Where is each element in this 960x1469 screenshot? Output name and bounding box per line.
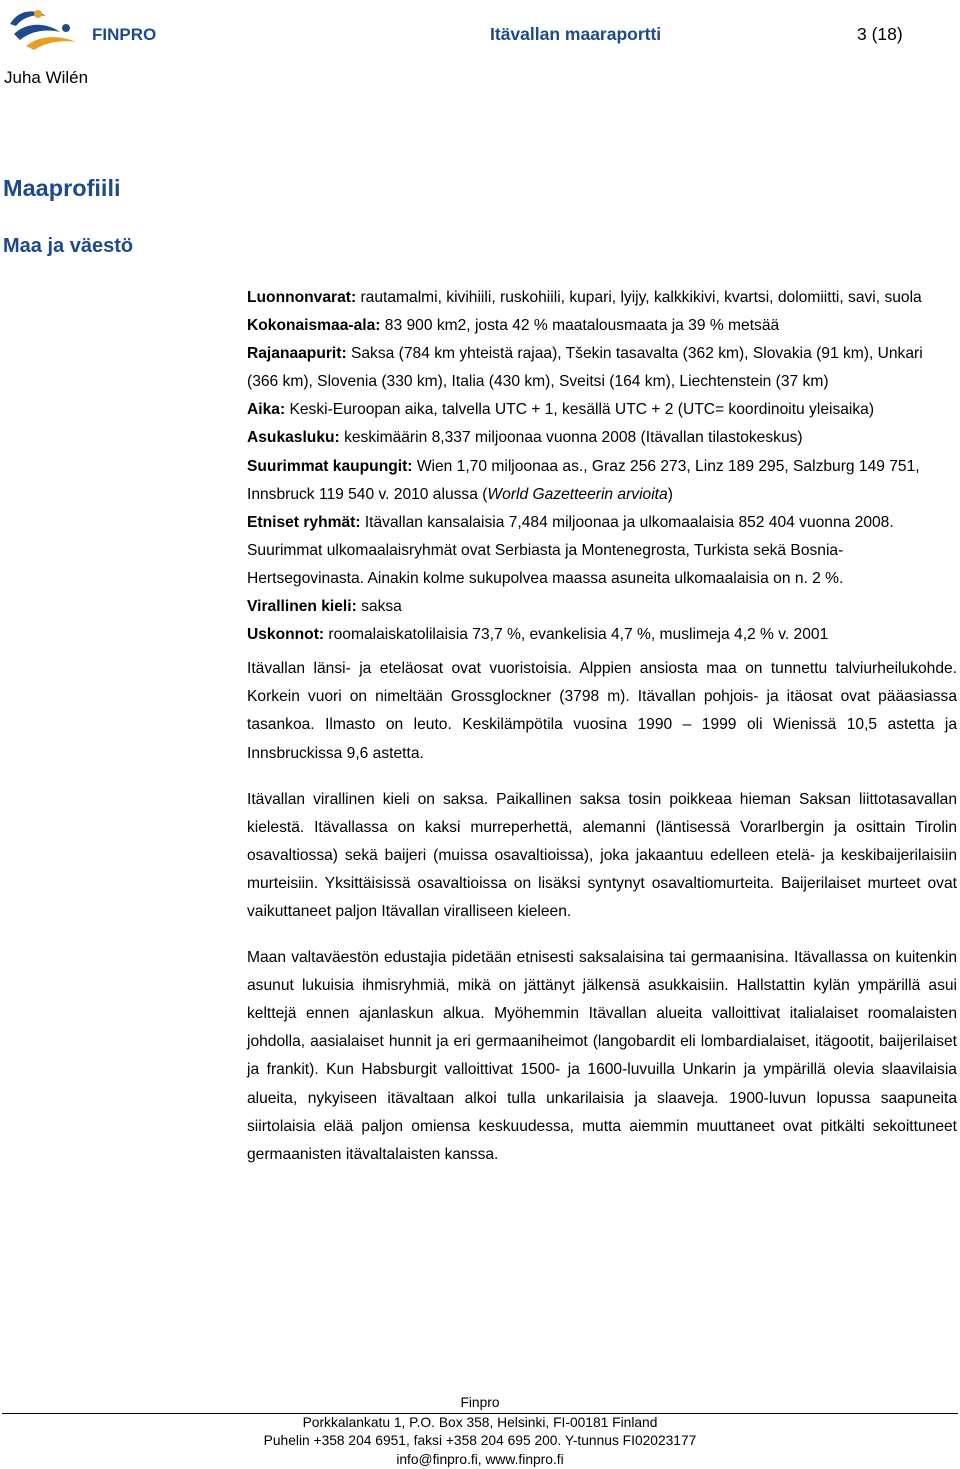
finpro-logo	[4, 2, 204, 52]
page-header	[0, 0, 960, 100]
fact-time-zone: Aika: Keski-Euroopan aika, talvella UTC + 1, kesällä UTC + 2 (UTC= koordinoitu yleisaika)	[247, 396, 957, 424]
fact-religions: Uskonnot: roomalaiskatolilaisia 73,7 %, evankelisia 4,7 %, muslimeja 4,2 % v. 2001	[247, 621, 957, 649]
footer-org: Finpro	[0, 1394, 960, 1413]
fact-natural-resources: Luonnonvarat: rautamalmi, kivihiili, ruskohiili, kupari, lyijy, kalkkikivi, kvartsi, dolomiitti, savi, suola	[247, 284, 957, 312]
document-title: Itävallan maaraportti	[490, 24, 661, 45]
body-text	[247, 655, 957, 1169]
footer-address: Porkkalankatu 1, P.O. Box 358, Helsinki, FI-00181 Finland	[0, 1414, 960, 1433]
section-subtitle: Maa ja väestö	[3, 235, 133, 258]
footer-phone: Puhelin +358 204 6951, faksi +358 204 695 200. Y-tunnus FI02023177	[0, 1432, 960, 1451]
main-content	[247, 284, 957, 1187]
section-title: Maaprofiili	[3, 175, 121, 202]
svg-text:FINPRO: FINPRO	[92, 25, 156, 44]
fact-total-area: Kokonaismaa-ala: 83 900 km2, josta 42 % maatalousmaata ja 39 % metsää	[247, 312, 957, 340]
fact-largest-cities: Suurimmat kaupungit: Wien 1,70 miljoonaa as., Graz 256 273, Linz 189 295, Salzburg 149 751, Innsbruck 119 540 v. 2010 alussa (World Gazetteerin arvioita)	[247, 453, 957, 509]
fact-official-language: Virallinen kieli: saksa	[247, 593, 957, 621]
page-footer	[0, 1394, 960, 1469]
author-name: Juha Wilén	[4, 68, 88, 88]
paragraph-geography: Itävallan länsi- ja eteläosat ovat vuoristoisia. Alppien ansiosta maa on tunnettu talviurheilukohde. Korkein vuori on nimeltään Grossglockner (3798 m). Itävallan pohjois- ja itäosat ovat pääasiassa tasankoa. Ilmasto on leuto. Keskilämpötila vuosina 1990 – 1999 oli Wienissä 10,5 astetta ja Innsbruckissa 9,6 astetta.	[247, 655, 957, 767]
fact-neighbours: Rajanaapurit: Saksa (784 km yhteistä rajaa), Tšekin tasavalta (362 km), Slovakia (91 km), Unkari (366 km), Slovenia (330 km), Italia (430 km), Sveitsi (164 km), Liechtenstein (37 km)	[247, 340, 957, 396]
paragraph-language: Itävallan virallinen kieli on saksa. Paikallinen saksa tosin poikkeaa hieman Saksan liittotasavallan kielestä. Itävallassa on kaksi murreperhettä, alemanni (läntisessä Vorarlbergin ja osittain Tirolin osavaltiossa) sekä baijeri (muissa osavaltioissa), joka jakaantuu edelleen etelä- ja keskibaijerilaisiin murteisiin. Yksittäisissä osavaltioissa on lisäksi syntynyt osavaltiomurteita. Baijerilaiset murteet ovat vaikuttaneet paljon Itävallan viralliseen kieleen.	[247, 786, 957, 926]
country-facts	[247, 284, 957, 649]
paragraph-population: Maan valtaväestön edustajia pidetään etnisesti saksalaisina tai germaanisina. Itävallassa on kuitenkin asunut lukuisia ihmisryhmiä, mikä on jättänyt jälkensä asukkaisiin. Hallstattin kylän ympärillä asui kelttejä ennen ajanlaskun alkua. Myöhemmin Itävallan alueita valloittivat italialaiset roomalaisten johdolla, aasialaiset hunnit ja eri germaaniheimot (langobardit eli lombardialaiset, itägootit, baijerilaiset ja frankit). Kun Habsburgit valloittivat 1500- ja 1600-luvuilla Unkarin ja ympärillä olevia slaavilaisia alueita, nykyiseen itävaltaan alkoi tulla unkarilaisia ja slaaveja. 1900-luvun lopussa saapuneita siirtolaisia elää paljon omiensa keskuudessa, mutta aiemmin muuttaneet ovat pitkälti sekoittuneet germaanisten itävaltalaisten kanssa.	[247, 944, 957, 1169]
fact-ethnic-groups: Etniset ryhmät: Itävallan kansalaisia 7,484 miljoonaa ja ulkomaalaisia 852 404 vuonna 2008. Suurimmat ulkomaalaisryhmät ovat Serbiasta ja Montenegrosta, Turkista sekä Bosnia-Hertsegovinasta. Ainakin kolme sukupolvea maassa asuneita ulkomaalaisia on n. 2 %.	[247, 509, 957, 593]
page-number: 3 (18)	[857, 24, 903, 45]
fact-population: Asukasluku: keskimäärin 8,337 miljoonaa vuonna 2008 (Itävallan tilastokeskus)	[247, 424, 957, 452]
footer-contact: info@finpro.fi, www.finpro.fi	[0, 1451, 960, 1469]
finpro-logo-icon	[4, 2, 204, 52]
